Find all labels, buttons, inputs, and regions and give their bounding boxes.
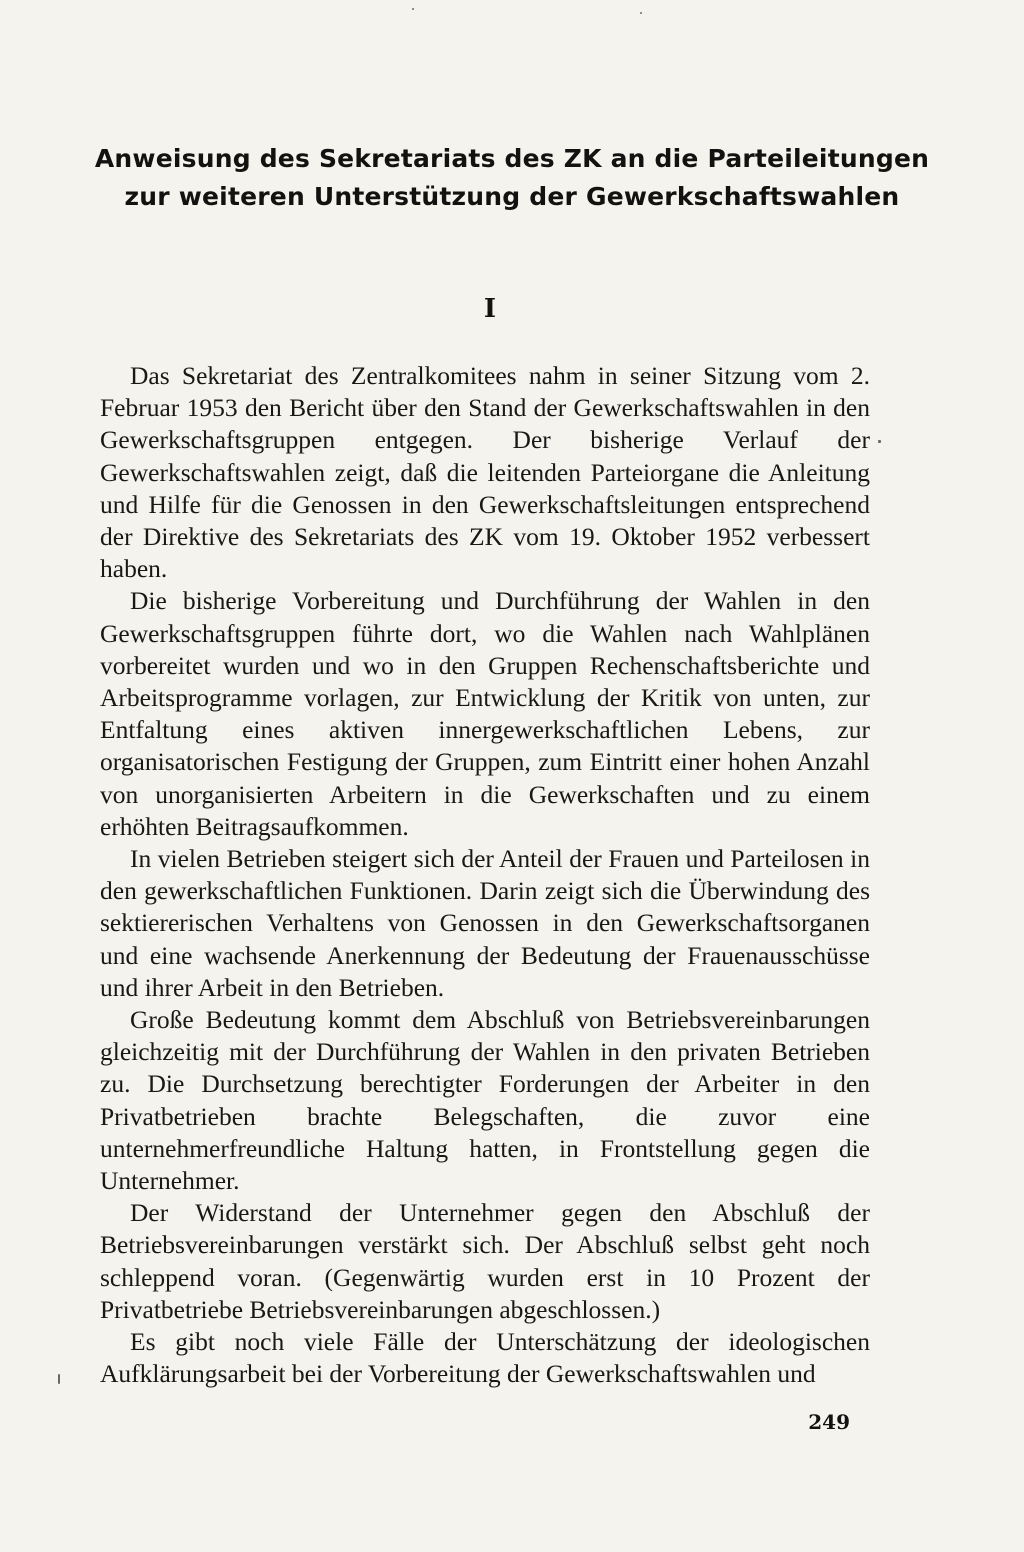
scan-speck xyxy=(58,1374,60,1384)
scan-speck xyxy=(412,8,414,10)
paragraph: In vielen Betrieben steigert sich der Anteil der Frauen und Parteilosen in den gewerkschaftlichen Funktionen. Darin zeigt sich die Überwindung des sektiererischen Verhaltens von Genossen in den Gewerkschaftsorganen und eine wachsende Anerkennung der Bedeutung der Frauenausschüsse und ihrer Arbeit in den Betrieben. xyxy=(100,844,870,1002)
title-line: zur weiteren Unterstützung der Gewerkschaftswahlen xyxy=(124,182,900,211)
document-title xyxy=(80,140,944,216)
scan-speck xyxy=(640,12,642,14)
paragraph: Der Widerstand der Unternehmer gegen den Abschluß der Betriebsvereinbarungen verstärkt sich. Der Abschluß selbst geht noch schleppend voran. (Gegenwärtig wurden erst in 10 Prozent der Privatbetriebe Betriebsvereinbarungen abgeschlossen.) xyxy=(100,1198,870,1324)
paragraph: Die bisherige Vorbereitung und Durchführung der Wahlen in den Gewerkschaftsgruppen führte dort, wo die Wahlen nach Wahlplänen vorbereitet wurden und wo in den Gruppen Rechenschaftsberichte und Arbeitsprogramme vorlagen, zur Entwicklung der Kritik von unten, zur Entfaltung eines aktiven innergewerkschaftlichen Lebens, zur organisatorischen Festigung der Gruppen, zum Eintritt einer hohen Anzahl von unorganisierten Arbeitern in die Gewerkschaften und zu einem erhöhten Beitragsaufkommen. xyxy=(100,586,870,841)
section-number: I xyxy=(483,294,497,324)
scan-speck xyxy=(878,440,881,443)
body-text xyxy=(100,360,870,1391)
paragraph: Es gibt noch viele Fälle der Unterschätzung der ideologischen Aufklärungsarbeit bei der Vorbereitung der Gewerkschaftswahlen und xyxy=(100,1327,870,1389)
paragraph: Das Sekretariat des Zentralkomitees nahm in seiner Sitzung vom 2. Februar 1953 den Bericht über den Stand der Gewerkschaftswahlen in den Gewerkschaftsgruppen entgegen. Der bisherige Verlauf der Gewerkschaftswahlen zeigt, daß die leitenden Parteiorgane die Anleitung und Hilfe für die Genossen in den Gewerkschaftsleitungen entsprechend der Direktive des Sekretariats des ZK vom 19. Oktober 1952 verbessert haben. xyxy=(100,361,870,584)
title-line: Anweisung des Sekretariats des ZK an die Parteileitungen xyxy=(94,144,930,173)
paragraph: Große Bedeutung kommt dem Abschluß von Betriebsvereinbarungen gleichzeitig mit der Durchführung der Wahlen in den privaten Betrieben zu. Die Durchsetzung berechtigter Forderungen der Arbeiter in den Privatbetrieben brachte Belegschaften, die zuvor eine unternehmerfreundliche Haltung hatten, in Frontstellung gegen die Unternehmer. xyxy=(100,1005,870,1196)
page-number: 249 xyxy=(808,1410,850,1434)
